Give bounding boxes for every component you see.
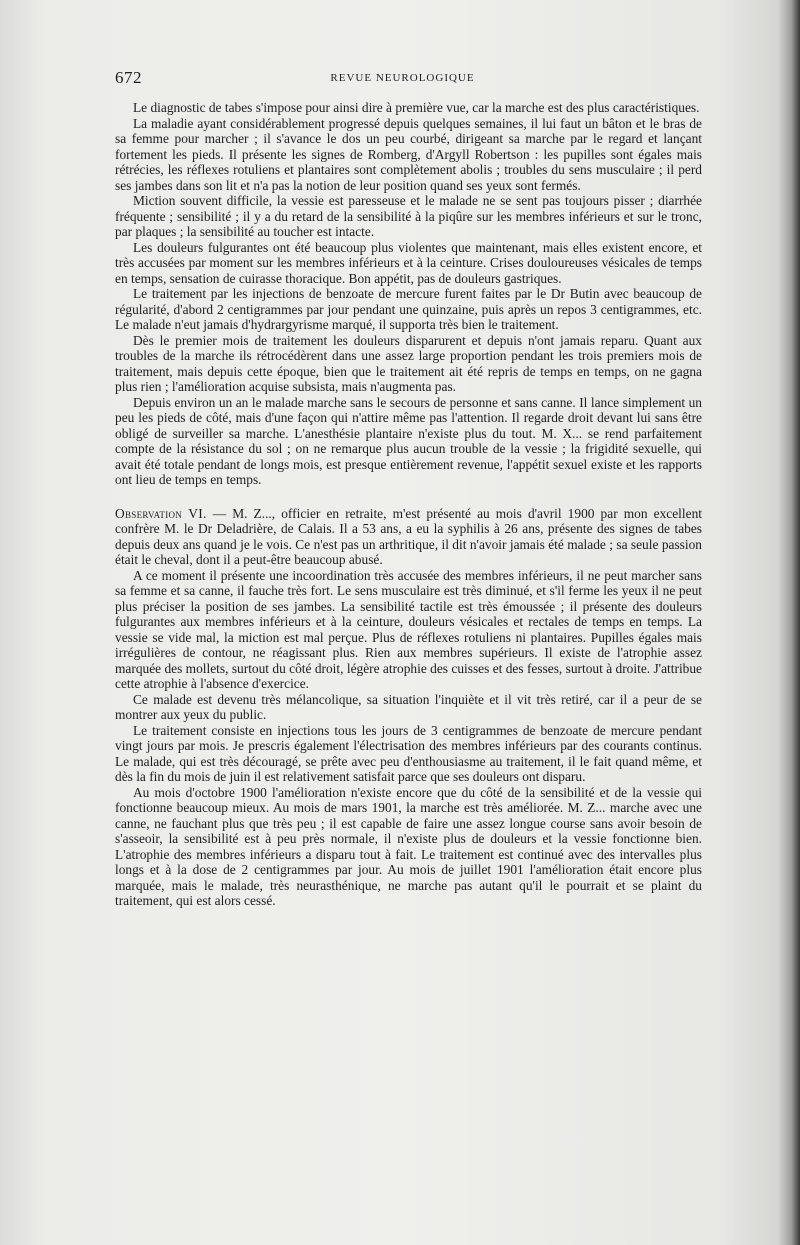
- paragraph: Les douleurs fulgurantes ont été beaucoup plus violentes que maintenant, mais elles existent encore, et très accusées par moment sur les membres inférieurs et à la ceinture. Crises douloureuses vésicales de temps en temps, sensation de cuirasse thoracique. Bon appétit, pas de douleurs gastriques.: [115, 239, 702, 286]
- paragraph: Dès le premier mois de traitement les douleurs disparurent et depuis n'ont jamais reparu. Quant aux troubles de la marche ils rétrocédèrent dans une assez large proportion pendant les trois premiers mois de traitement, mais depuis cette époque, bien que le traitement ait été repris de temps en temps, on ne gagna plus rien ; l'amélioration acquise subsista, mais n'augmenta pas.: [115, 332, 702, 394]
- paragraph: Au mois d'octobre 1900 l'amélioration n'existe encore que du côté de la sensibilité et de la vessie qui fonctionne beaucoup mieux. Au mois de mars 1901, la marche est très améliorée. M. Z... marche avec une canne, ne fauchant plus que très peu ; il est capable de faire une assez longue course sans avoir besoin de s'asseoir, la sensibilité est à peu près normale, il n'existe plus de douleurs et la vessie fonctionne bien. L'atrophie des membres inférieurs a disparu tout à fait. Le traitement est continué avec des intervalles plus longs et à la dose de 2 centigrammes par jour. Au mois de juillet 1901 l'amélioration était encore plus marquée, mais le malade, très neurasthénique, ne marche pas autant qu'il le pourrait et se plaint du traitement, qui est alors cessé.: [115, 784, 702, 908]
- paragraph: Le diagnostic de tabes s'impose pour ainsi dire à première vue, car la marche est des plus caractéristiques.: [133, 100, 700, 115]
- page-number: 672: [115, 68, 142, 87]
- running-head: REVUE NEUROLOGIQUE: [330, 72, 475, 84]
- body-text: [115, 100, 702, 909]
- paragraph: Ce malade est devenu très mélancolique, sa situation l'inquiète et il vit très retiré, car il a peur de se montrer aux yeux du public.: [115, 691, 702, 722]
- observation-label: Observation VI.: [115, 505, 207, 521]
- paragraph: Depuis environ un an le malade marche sans le secours de personne et sans canne. Il lance simplement un peu les pieds de côté, mais d'une façon qui n'attire même pas l'attention. Il regarde droit devant lui sans être obligé de surveiller sa marche. L'anesthésie plantaire n'existe plus du tout. M. X... se rend parfaitement compte de la résistance du sol ; on ne remarque plus aucun trouble de la vessie ; la frigidité sexuelle, qui avait été totale pendant de longs mois, est presque entièrement revenue, l'appétit sexuel existe et les rapports ont lieu de temps en temps.: [115, 394, 702, 487]
- paragraph: Le traitement par les injections de benzoate de mercure furent faites par le Dr Butin avec beaucoup de régularité, d'abord 2 centigrammes par jour pendant une quinzaine, puis après un repos 3 centigrammes, etc. Le malade n'eut jamais d'hydrargyrisme marqué, il supporta très bien le traitement.: [115, 286, 702, 332]
- page-edge-shadow: [778, 0, 800, 1245]
- paragraph: Miction souvent difficile, la vessie est paresseuse et le malade ne se sent pas toujours pisser ; diarrhée fréquente ; sensibilité ; il y a du retard de la sensibilité à la piqûre sur les membres inférieurs et sur le tronc, par plaques ; la sensibilité au toucher est intacte.: [115, 193, 702, 239]
- paragraph: A ce moment il présente une incoordination très accusée des membres inférieurs, il ne peut marcher sans sa femme et sa canne, il fauche très fort. Le sens musculaire est très diminué, et s'il ferme les yeux il ne peut plus préciser la position de ses jambes. La sensibilité tactile est très émoussée ; il présente des douleurs fulgurantes aux membres inférieurs et à la ceinture, douleurs vésicales et rectales de temps en temps. La vessie se vide mal, la miction est mal perçue. Plus de réflexes rotuliens ni plantaires. Pupilles égales mais irrégulières de contour, ne réagissant plus. Rien aux membres supérieurs. Il existe de l'atrophie assez marquée des mollets, surtout du côté droit, légère atrophie des cuisses et des fesses, surtout à droite. J'attribue cette atrophie à l'absence d'exercice.: [115, 567, 702, 691]
- paragraph: Le traitement consiste en injections tous les jours de 3 centigrammes de benzoate de mercure pendant vingt jours par mois. Je prescris également l'électrisation des membres inférieurs par des courants continus. Le malade, qui est très découragé, se prête avec peu d'enthousiasme au traitement, il le fait quand même, et dès la fin du mois de juin il est relativement satisfait parce que ses douleurs ont disparu.: [115, 722, 702, 784]
- paragraph: La maladie ayant considérablement progressé depuis quelques semaines, il lui faut un bâton et le bras de sa femme pour marcher ; il s'avance le dos un peu courbé, dirigeant sa marche par le regard et lançant fortement les pieds. Il présente les signes de Romberg, d'Argyll Robertson : les pupilles sont égales mais rétrécies, les réflexes rotuliens et plantaires sont complètement abolis ; troubles du sens musculaire ; il perd ses jambes dans son lit et n'a pas la notion de leur position quand ses yeux sont fermés.: [115, 115, 702, 193]
- observation-paragraph: [115, 506, 702, 568]
- page-header: [115, 68, 690, 92]
- observation-text: — M. Z..., officier en retraite, m'est présenté au mois d'avril 1900 par mon excellent confrère M. le Dr Deladrière, de Calais. Il a 53 ans, a eu la syphilis à 26 ans, présente des signes de tabes depuis deux ans quand je le vois. Ce n'est pas un arthritique, il dit n'avoir jamais été malade ; sa seule passion était le cheval, dont il a peut-être beaucoup abusé.: [115, 505, 702, 567]
